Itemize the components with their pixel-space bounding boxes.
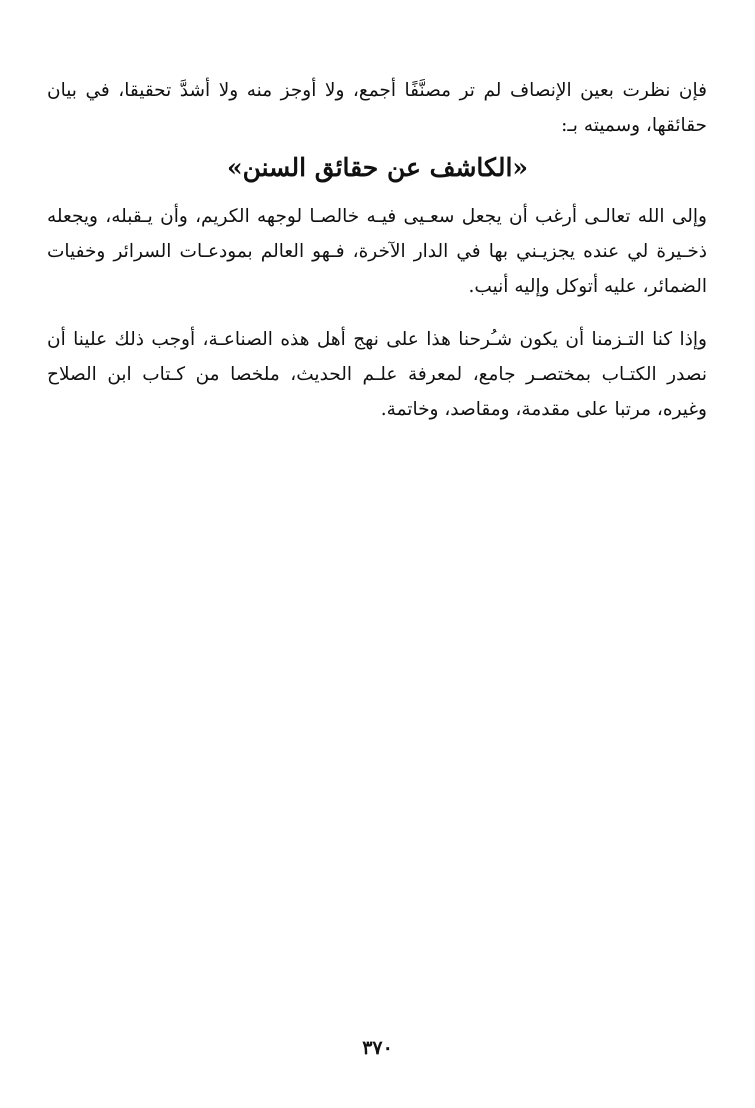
intro-paragraph: فإن نظرت بعين الإنصاف لم تر مصنَّفًا أجمع، ولا أوجز منه ولا أشدَّ تحقيقا، في بيان حقائقها، وسميته بـ: bbox=[47, 80, 707, 136]
book-title: «الكاشف عن حقائق السنن» bbox=[226, 153, 529, 182]
dedication-paragraph: وإلى الله تعالـى أرغب أن يجعل سعـيى فيـه خالصـا لوجهه الكريم، وأن يـقبله، ويجعله ذخـيرة لي عنده يجزيـني بها في الدار الآخرة، فـهو العالم بمودعـات السرائر وخفيات الضمائر، عليه أتوكل وإليه أنيب. bbox=[47, 206, 707, 297]
method-paragraph: وإذا كنا التـزمنا أن يكون شـُرحنا هذا على نهج أهل هذه الصناعـة، أوجب ذلك علينا أن نصدر الكتـاب بمختصـر جامع، لمعرفة علـم الحديث، ملخصا من كـتاب ابن الصلاح وغيره، مرتبا على مقدمة، ومقاصد، وخاتمة. bbox=[47, 329, 707, 420]
page-number: ٣٧٠ bbox=[362, 1037, 393, 1059]
